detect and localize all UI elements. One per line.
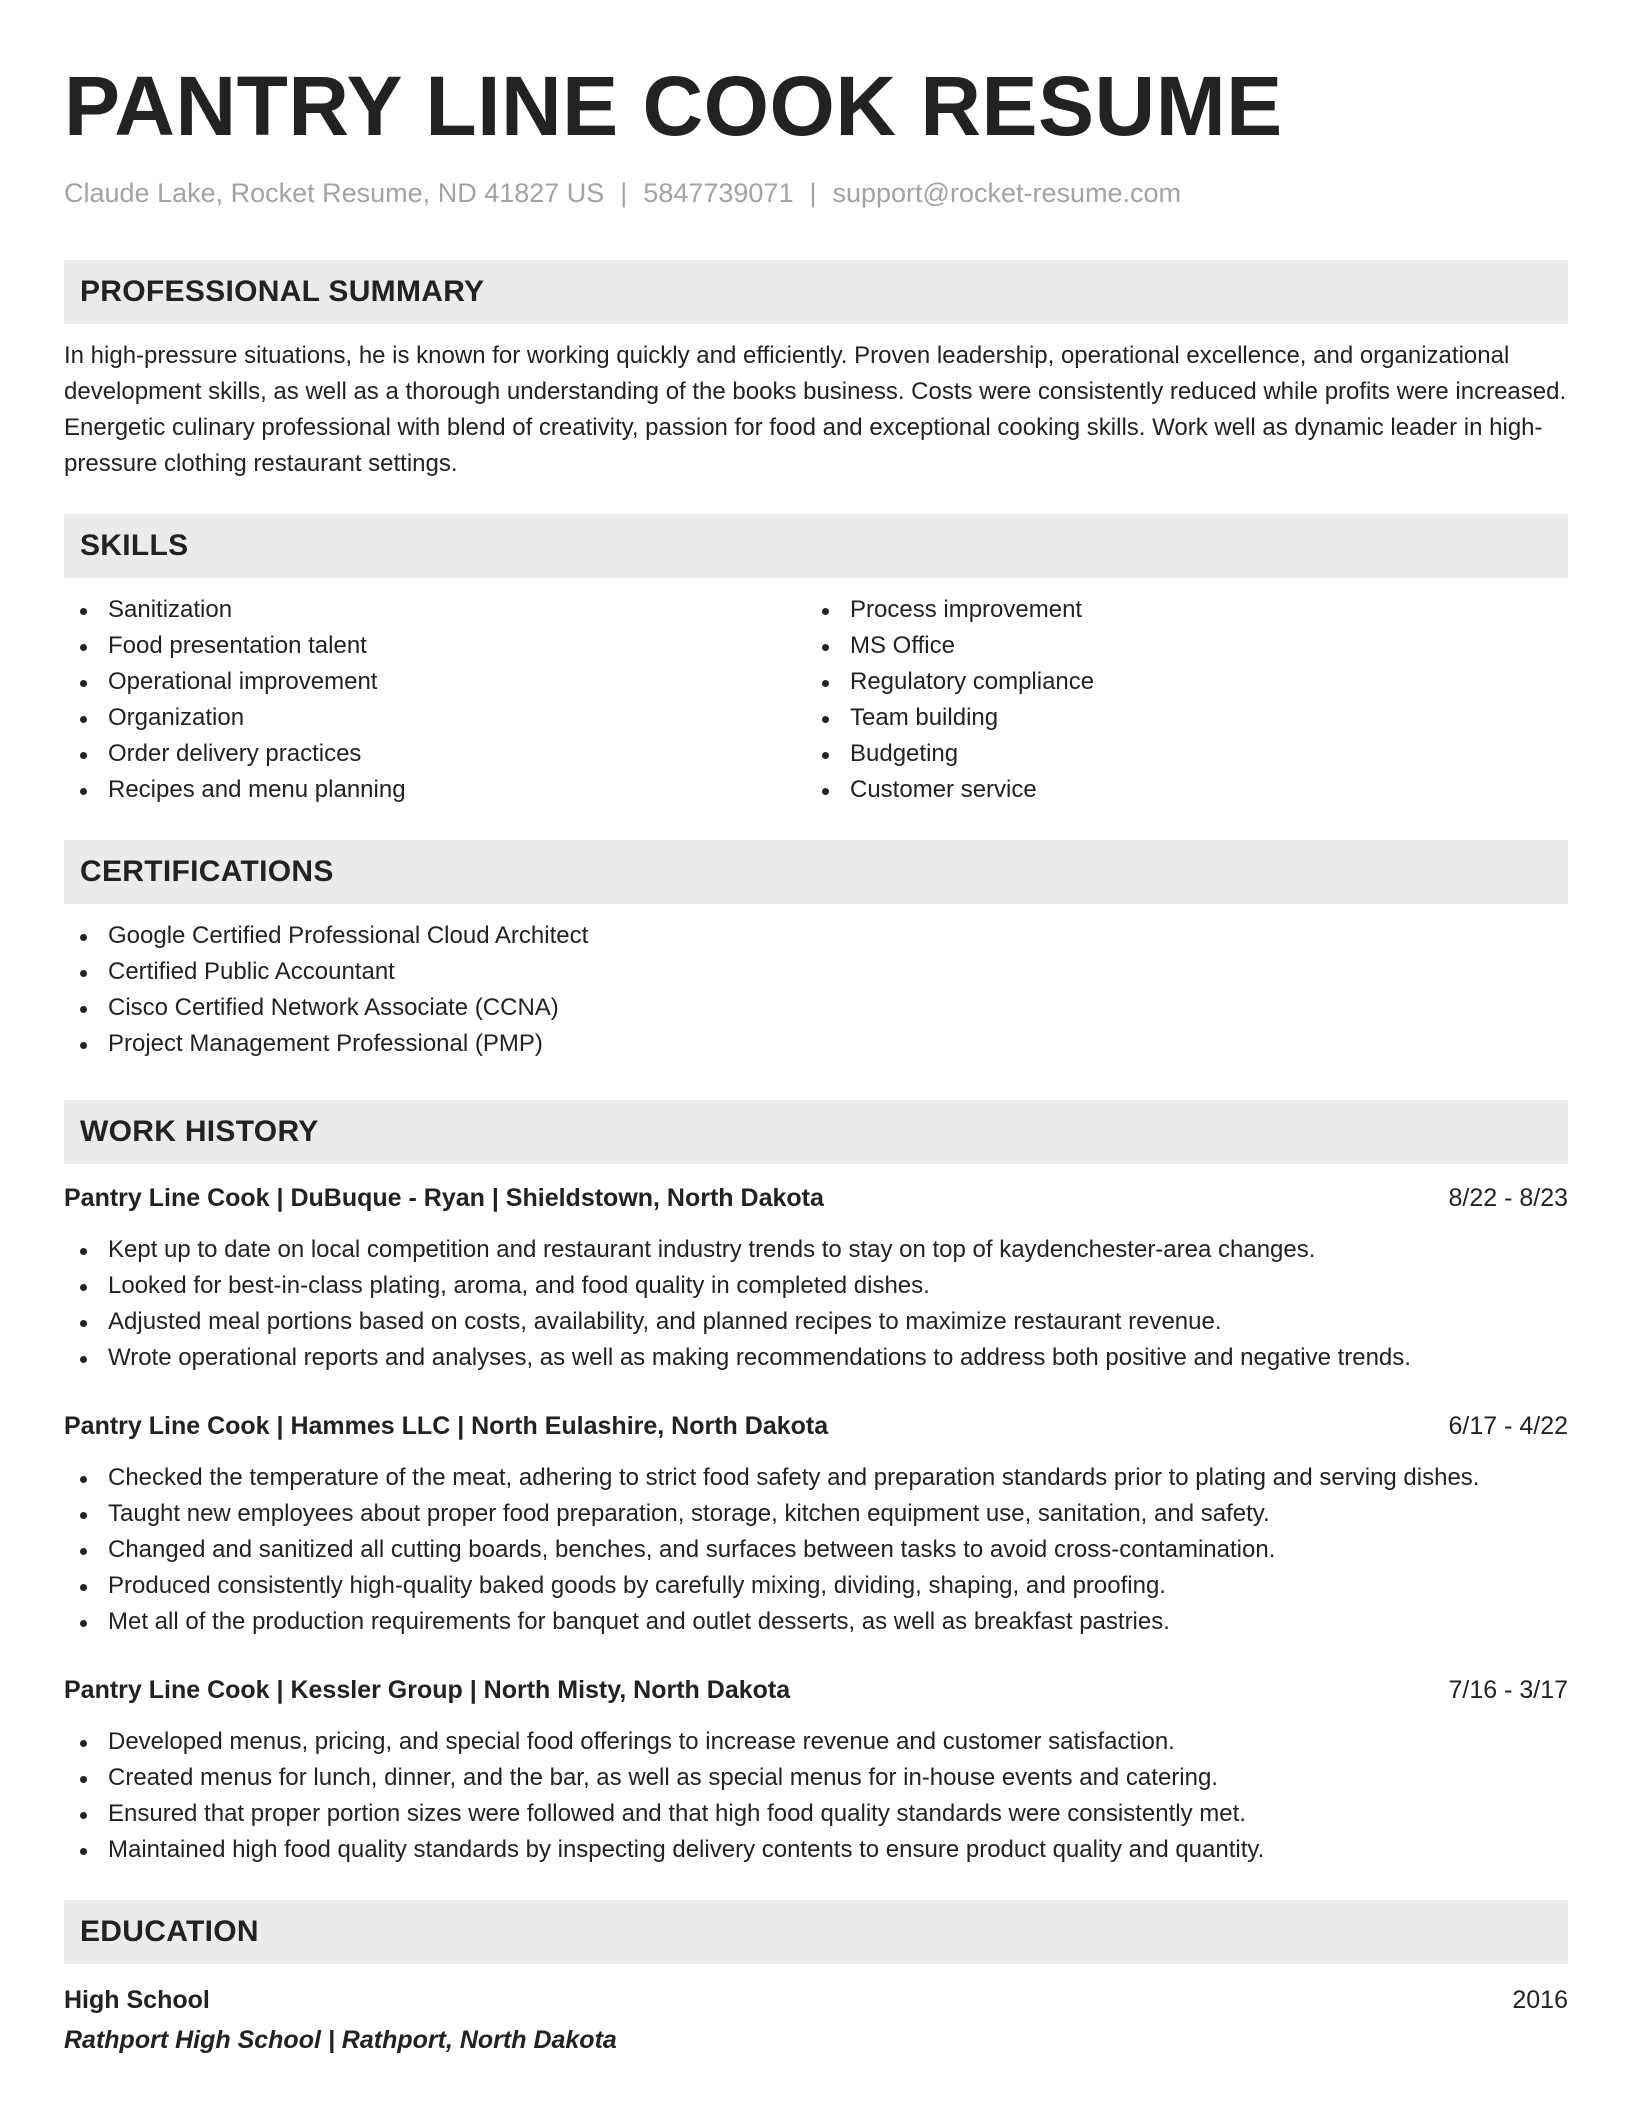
skill-item: Budgeting [806, 736, 1548, 772]
contact-address: Claude Lake, Rocket Resume, ND 41827 US [64, 178, 605, 208]
skill-item: Order delivery practices [64, 736, 806, 772]
job-bullet: Taught new employees about proper food preparation, storage, kitchen equipment use, sanitation, and safety. [64, 1496, 1568, 1532]
job-entry [64, 1672, 1568, 1868]
job-header [64, 1180, 1568, 1216]
job-bullet: Changed and sanitized all cutting boards, benches, and surfaces between tasks to avoid cross-contamination. [64, 1532, 1568, 1568]
certification-item: Certified Public Accountant [64, 954, 1568, 990]
section-header-work-history: WORK HISTORY [64, 1100, 1568, 1164]
job-entry [64, 1408, 1568, 1640]
job-header [64, 1672, 1568, 1708]
job-bullet: Looked for best-in-class plating, aroma, and food quality in completed dishes. [64, 1268, 1568, 1304]
certification-item: Cisco Certified Network Associate (CCNA) [64, 990, 1568, 1026]
job-dates: 6/17 - 4/22 [1448, 1412, 1568, 1440]
skill-item: Organization [64, 700, 806, 736]
summary-text: In high-pressure situations, he is known for working quickly and efficiently. Proven leadership, operational excellence, and organizational development skills, as well as a thorough understanding of the books business. Costs were consistently reduced while profits were increased. Energetic culinary professional with blend of creativity, passion for food and exceptional cooking skills. Work well as dynamic leader in high-pressure clothing restaurant settings. [64, 342, 1567, 477]
skill-item: MS Office [806, 628, 1548, 664]
skill-item: Team building [806, 700, 1548, 736]
skill-item: Sanitization [64, 592, 806, 628]
education-row [64, 1982, 1568, 2018]
certification-item: Project Management Professional (PMP) [64, 1026, 1568, 1062]
job-dates: 7/16 - 3/17 [1448, 1676, 1568, 1704]
education-degree: High School [64, 1986, 210, 2014]
job-entry [64, 1180, 1568, 1376]
job-bullet: Ensured that proper portion sizes were followed and that high food quality standards were consistently met. [64, 1796, 1568, 1832]
skill-item: Customer service [806, 772, 1548, 808]
contact-separator: | [620, 178, 628, 208]
education-year: 2016 [1512, 1986, 1568, 2014]
contact-separator: | [809, 178, 817, 208]
job-bullets [64, 1232, 1568, 1376]
job-dates: 8/22 - 8/23 [1448, 1184, 1568, 1212]
job-bullet: Wrote operational reports and analyses, as well as making recommendations to address both positive and negative trends. [64, 1340, 1568, 1376]
job-title: Pantry Line Cook | DuBuque - Ryan | Shieldstown, North Dakota [64, 1184, 824, 1212]
skill-item: Food presentation talent [64, 628, 806, 664]
skill-item: Operational improvement [64, 664, 806, 700]
skill-item: Recipes and menu planning [64, 772, 806, 808]
job-title: Pantry Line Cook | Kessler Group | North Misty, North Dakota [64, 1676, 791, 1704]
job-bullet: Adjusted meal portions based on costs, availability, and planned recipes to maximize restaurant revenue. [64, 1304, 1568, 1340]
skills-column-left [64, 592, 806, 808]
job-bullet: Produced consistently high-quality baked goods by carefully mixing, dividing, shaping, and proofing. [64, 1568, 1568, 1604]
contact-email: support@rocket-resume.com [832, 178, 1182, 208]
job-bullet: Checked the temperature of the meat, adhering to strict food safety and preparation standards prior to plating and serving dishes. [64, 1460, 1568, 1496]
skills-column-right [806, 592, 1548, 808]
section-header-skills: SKILLS [64, 514, 1568, 578]
job-bullet: Kept up to date on local competition and restaurant industry trends to stay on top of kaydenchester-area changes. [64, 1232, 1568, 1268]
certification-item: Google Certified Professional Cloud Architect [64, 918, 1568, 954]
job-bullets [64, 1460, 1568, 1640]
job-bullet: Created menus for lunch, dinner, and the bar, as well as special menus for in-house events and catering. [64, 1760, 1568, 1796]
skill-item: Regulatory compliance [806, 664, 1548, 700]
job-bullet: Developed menus, pricing, and special food offerings to increase revenue and customer satisfaction. [64, 1724, 1568, 1760]
contact-phone: 5847739071 [643, 178, 794, 208]
job-bullet: Met all of the production requirements for banquet and outlet desserts, as well as breakfast pastries. [64, 1604, 1568, 1640]
certifications-list [64, 918, 1568, 1062]
job-header [64, 1408, 1568, 1444]
section-header-certifications: CERTIFICATIONS [64, 840, 1568, 904]
job-bullet: Maintained high food quality standards by inspecting delivery contents to ensure product quality and quantity. [64, 1832, 1568, 1868]
education-school: Rathport High School | Rathport, North Dakota [64, 2026, 617, 2054]
section-header-education: EDUCATION [64, 1900, 1568, 1964]
resume-title: PANTRY LINE COOK RESUME [64, 59, 1283, 153]
job-title: Pantry Line Cook | Hammes LLC | North Eulashire, North Dakota [64, 1412, 829, 1440]
contact-line [64, 176, 1568, 210]
skills-grid [64, 592, 1568, 808]
job-bullets [64, 1724, 1568, 1868]
skill-item: Process improvement [806, 592, 1548, 628]
section-header-summary: PROFESSIONAL SUMMARY [64, 260, 1568, 324]
